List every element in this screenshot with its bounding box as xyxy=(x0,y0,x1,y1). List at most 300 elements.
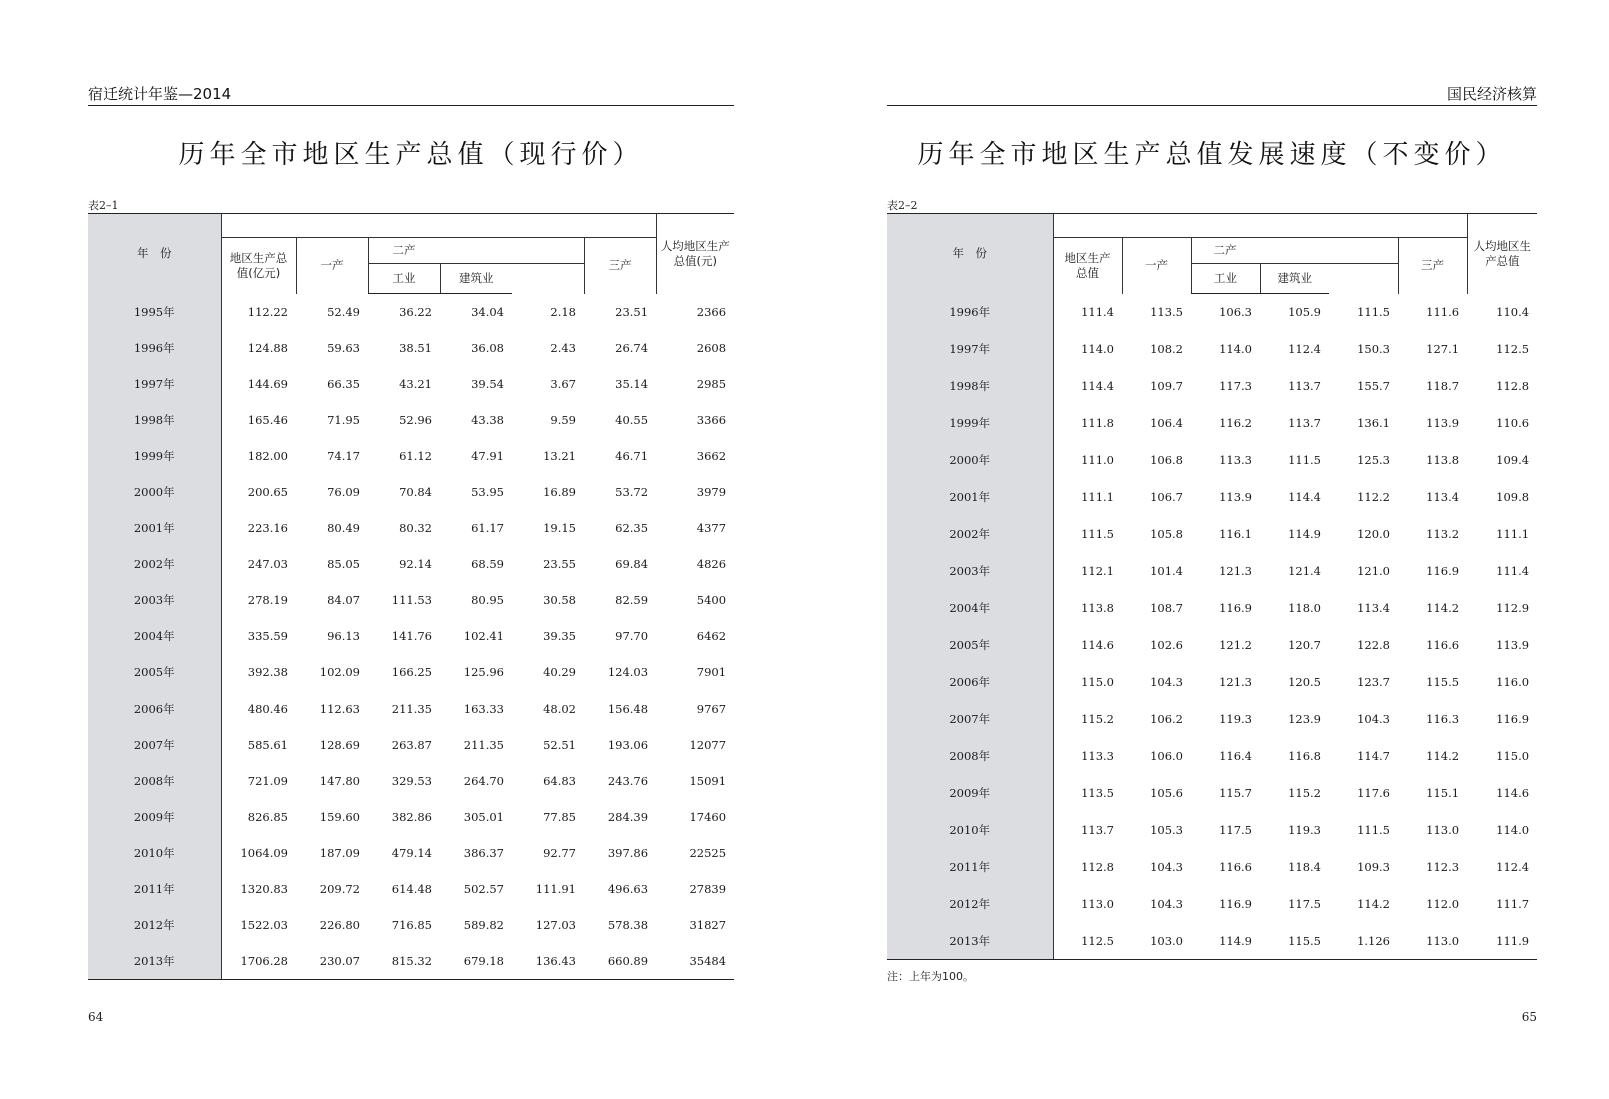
value-cell: 39.54 xyxy=(471,376,504,391)
table-row xyxy=(887,738,1537,775)
value-cell: 116.9 xyxy=(1219,897,1252,911)
value-cell: 150.3 xyxy=(1357,342,1390,356)
value-cell: 127.1 xyxy=(1426,342,1460,356)
value-cell: 193.06 xyxy=(607,737,649,752)
value-cell: 35484 xyxy=(656,943,734,979)
value-cell: 108.7 xyxy=(1150,601,1183,615)
year-cell: 2004年 xyxy=(88,618,221,654)
value-cell: 104.3 xyxy=(1150,860,1183,874)
value-cell: 112.1 xyxy=(1053,553,1122,590)
table-row xyxy=(88,907,734,943)
industry-header: 工业 xyxy=(368,264,440,294)
value-cell: 106.0 xyxy=(1150,749,1183,763)
year-cell: 2001年 xyxy=(887,479,1053,516)
value-cell: 116.9 xyxy=(1426,564,1460,578)
value-cell: 113.7 xyxy=(1053,812,1122,849)
year-cell: 1997年 xyxy=(887,331,1053,368)
value-cell: 112.8 xyxy=(1496,379,1530,393)
value-cell: 111.4 xyxy=(1496,564,1530,578)
value-cell: 226.80 xyxy=(319,918,360,933)
value-cell: 112.9 xyxy=(1496,601,1530,615)
value-cell: 1320.83 xyxy=(221,871,296,907)
per-capita-header: 人均地区生产总值 xyxy=(1467,214,1537,294)
value-cell: 182.00 xyxy=(221,438,296,474)
value-cell: 2.18 xyxy=(550,304,576,319)
value-cell: 53.95 xyxy=(471,485,504,500)
year-cell: 2009年 xyxy=(88,799,221,835)
value-cell: 52.51 xyxy=(543,737,576,752)
value-cell: 121.2 xyxy=(1219,638,1252,652)
value-cell: 22525 xyxy=(689,845,727,860)
value-cell: 105.8 xyxy=(1150,527,1183,541)
value-cell: 12077 xyxy=(689,737,727,752)
value-cell: 114.4 xyxy=(1053,368,1122,405)
value-cell: 104.3 xyxy=(1150,897,1183,911)
value-cell: 144.69 xyxy=(221,366,296,402)
table-row xyxy=(887,812,1537,849)
value-cell: 111.5 xyxy=(1357,823,1390,837)
table-row xyxy=(887,442,1537,479)
value-cell: 386.37 xyxy=(463,845,504,860)
primary-header: 一产 xyxy=(296,238,368,294)
growth-table xyxy=(887,213,1537,960)
value-cell: 120.7 xyxy=(1288,638,1321,652)
value-cell: 111.5 xyxy=(1053,516,1122,553)
value-cell: 111.8 xyxy=(1053,405,1122,442)
value-cell: 114.9 xyxy=(1191,923,1260,960)
table-row xyxy=(887,775,1537,812)
table-row xyxy=(88,546,734,582)
year-header: 年 份 xyxy=(88,214,221,294)
value-cell: 39.35 xyxy=(543,629,576,644)
value-cell: 104.3 xyxy=(1150,675,1183,689)
value-cell: 114.7 xyxy=(1357,749,1390,763)
value-cell: 19.15 xyxy=(543,521,576,536)
value-cell: 125.3 xyxy=(1357,453,1390,467)
value-cell: 108.2 xyxy=(1150,342,1183,356)
value-cell: 112.22 xyxy=(221,294,296,330)
table-row xyxy=(88,474,734,510)
value-cell: 68.59 xyxy=(471,557,504,572)
value-cell: 128.69 xyxy=(319,737,360,752)
value-cell: 114.4 xyxy=(1288,490,1321,504)
value-cell: 1706.28 xyxy=(221,943,296,979)
value-cell: 85.05 xyxy=(327,557,360,572)
value-cell: 112.4 xyxy=(1288,342,1321,356)
value-cell: 155.7 xyxy=(1357,379,1390,393)
value-cell: 121.4 xyxy=(1288,564,1321,578)
value-cell: 679.18 xyxy=(440,943,512,979)
value-cell: 92.14 xyxy=(399,557,432,572)
value-cell: 116.2 xyxy=(1219,416,1252,430)
value-cell: 397.86 xyxy=(607,845,649,860)
value-cell: 284.39 xyxy=(607,809,649,824)
table-row xyxy=(88,438,734,474)
value-cell: 329.53 xyxy=(391,773,432,788)
year-cell: 1999年 xyxy=(887,405,1053,442)
value-cell: 335.59 xyxy=(221,618,296,654)
value-cell: 247.03 xyxy=(221,546,296,582)
value-cell: 77.85 xyxy=(543,809,576,824)
table-row xyxy=(88,691,734,727)
year-cell: 2013年 xyxy=(88,943,221,979)
value-cell: 117.3 xyxy=(1219,379,1252,393)
year-cell: 1998年 xyxy=(887,368,1053,405)
value-cell: 264.70 xyxy=(463,773,504,788)
value-cell: 113.9 xyxy=(1496,638,1530,652)
value-cell: 114.0 xyxy=(1219,342,1252,356)
page-number-left: 64 xyxy=(88,1010,104,1024)
value-cell: 114.2 xyxy=(1426,749,1460,763)
value-cell: 118.0 xyxy=(1288,601,1321,615)
year-cell: 2010年 xyxy=(887,812,1053,849)
value-cell: 502.57 xyxy=(463,882,504,897)
table-row xyxy=(88,618,734,654)
primary-header: 一产 xyxy=(1122,238,1191,294)
value-cell: 104.3 xyxy=(1357,712,1390,726)
value-cell: 120.5 xyxy=(1288,675,1321,689)
table-row xyxy=(88,366,734,402)
value-cell: 585.61 xyxy=(221,727,296,763)
value-cell: 115.7 xyxy=(1219,786,1252,800)
value-cell: 113.5 xyxy=(1053,775,1122,812)
value-cell: 109.4 xyxy=(1496,453,1530,467)
value-cell: 1.126 xyxy=(1329,923,1398,960)
value-cell: 165.46 xyxy=(221,402,296,438)
value-cell: 40.55 xyxy=(615,412,649,427)
value-cell: 112.5 xyxy=(1496,342,1530,356)
value-cell: 113.2 xyxy=(1426,527,1460,541)
year-cell: 2005年 xyxy=(88,654,221,690)
table-row xyxy=(887,664,1537,701)
value-cell: 2.43 xyxy=(550,340,576,355)
value-cell: 113.4 xyxy=(1426,490,1460,504)
value-cell: 6462 xyxy=(696,629,727,644)
value-cell: 35.14 xyxy=(615,376,649,391)
value-cell: 111.1 xyxy=(1053,479,1122,516)
value-cell: 114.9 xyxy=(1288,527,1321,541)
header-rule-left xyxy=(88,105,734,106)
value-cell: 118.7 xyxy=(1426,379,1460,393)
year-cell: 2006年 xyxy=(887,664,1053,701)
table-row xyxy=(887,405,1537,442)
value-cell: 112.8 xyxy=(1053,849,1122,886)
value-cell: 76.09 xyxy=(327,485,360,500)
gdp-header: 地区生产总值 xyxy=(1053,238,1122,294)
value-cell: 115.1 xyxy=(1426,786,1460,800)
value-cell: 263.87 xyxy=(391,737,432,752)
value-cell: 114.2 xyxy=(1426,601,1460,615)
page-title-right: 历年全市地区生产总值发展速度（不变价） xyxy=(917,140,1507,170)
value-cell: 26.74 xyxy=(615,340,649,355)
value-cell: 815.32 xyxy=(368,943,440,979)
value-cell: 111.53 xyxy=(391,593,432,608)
value-cell: 113.9 xyxy=(1219,490,1252,504)
year-cell: 1998年 xyxy=(88,402,221,438)
value-cell: 97.70 xyxy=(615,629,649,644)
value-cell: 278.19 xyxy=(221,582,296,618)
value-cell: 66.35 xyxy=(327,376,360,391)
value-cell: 114.6 xyxy=(1496,786,1530,800)
value-cell: 721.09 xyxy=(221,763,296,799)
value-cell: 109.8 xyxy=(1496,490,1530,504)
value-cell: 382.86 xyxy=(391,809,432,824)
table-row xyxy=(887,553,1537,590)
value-cell: 200.65 xyxy=(221,474,296,510)
value-cell: 111.1 xyxy=(1496,527,1530,541)
value-cell: 115.2 xyxy=(1053,701,1122,738)
header-spacer xyxy=(1053,214,1467,238)
value-cell: 124.88 xyxy=(221,330,296,366)
value-cell: 147.80 xyxy=(319,773,360,788)
table-row xyxy=(88,654,734,690)
construction-header: 建筑业 xyxy=(440,264,512,294)
value-cell: 43.21 xyxy=(399,376,432,391)
table-row xyxy=(88,294,734,330)
table-row xyxy=(88,799,734,835)
value-cell: 115.2 xyxy=(1288,786,1321,800)
value-cell: 2608 xyxy=(696,340,727,355)
value-cell: 109.3 xyxy=(1357,860,1390,874)
value-cell: 123.9 xyxy=(1288,712,1321,726)
value-cell: 114.0 xyxy=(1496,823,1530,837)
table-row xyxy=(887,331,1537,368)
value-cell: 9767 xyxy=(696,701,727,716)
value-cell: 111.4 xyxy=(1053,294,1122,331)
value-cell: 116.0 xyxy=(1496,675,1530,689)
value-cell: 9.59 xyxy=(550,412,576,427)
value-cell: 159.60 xyxy=(319,809,360,824)
value-cell: 70.84 xyxy=(399,485,432,500)
year-cell: 2011年 xyxy=(887,849,1053,886)
year-cell: 2009年 xyxy=(887,775,1053,812)
value-cell: 74.17 xyxy=(327,448,360,463)
value-cell: 114.0 xyxy=(1053,331,1122,368)
value-cell: 116.6 xyxy=(1219,860,1252,874)
value-cell: 119.3 xyxy=(1219,712,1252,726)
value-cell: 716.85 xyxy=(391,918,432,933)
value-cell: 113.8 xyxy=(1053,590,1122,627)
value-cell: 120.0 xyxy=(1357,527,1390,541)
value-cell: 36.08 xyxy=(471,340,504,355)
value-cell: 105.3 xyxy=(1150,823,1183,837)
table-row xyxy=(887,627,1537,664)
value-cell: 111.9 xyxy=(1467,923,1537,960)
year-cell: 2011年 xyxy=(88,871,221,907)
value-cell: 61.12 xyxy=(399,448,432,463)
industry-header: 工业 xyxy=(1191,264,1260,294)
value-cell: 121.0 xyxy=(1357,564,1390,578)
year-cell: 2000年 xyxy=(887,442,1053,479)
year-cell: 2010年 xyxy=(88,835,221,871)
value-cell: 84.07 xyxy=(327,593,360,608)
value-cell: 141.76 xyxy=(391,629,432,644)
value-cell: 116.6 xyxy=(1426,638,1460,652)
value-cell: 166.25 xyxy=(391,665,432,680)
value-cell: 116.4 xyxy=(1219,749,1252,763)
value-cell: 103.0 xyxy=(1122,923,1191,960)
value-cell: 69.84 xyxy=(615,557,649,572)
value-cell: 102.09 xyxy=(319,665,360,680)
table-number-right: 表2–2 xyxy=(887,199,918,212)
value-cell: 34.04 xyxy=(471,304,504,319)
value-cell: 112.0 xyxy=(1426,897,1460,911)
value-cell: 105.9 xyxy=(1288,305,1321,320)
value-cell: 211.35 xyxy=(463,737,504,752)
value-cell: 118.4 xyxy=(1288,860,1321,874)
value-cell: 113.9 xyxy=(1426,416,1460,430)
value-cell: 113.7 xyxy=(1288,416,1321,430)
construction-header: 建筑业 xyxy=(1260,264,1329,294)
value-cell: 111.7 xyxy=(1496,897,1530,911)
year-cell: 2003年 xyxy=(887,553,1053,590)
year-header: 年 份 xyxy=(887,214,1053,294)
value-cell: 117.6 xyxy=(1357,786,1390,800)
secondary-header: 二产 xyxy=(1191,238,1398,264)
value-cell: 116.1 xyxy=(1219,527,1252,541)
year-cell: 1995年 xyxy=(88,294,221,330)
value-cell: 23.51 xyxy=(615,304,649,319)
value-cell: 163.33 xyxy=(463,701,504,716)
value-cell: 116.3 xyxy=(1426,712,1460,726)
gdp-table xyxy=(88,213,734,980)
year-cell: 2003年 xyxy=(88,582,221,618)
value-cell: 117.5 xyxy=(1219,823,1252,837)
value-cell: 111.0 xyxy=(1053,442,1122,479)
tertiary-header: 三产 xyxy=(584,238,656,294)
running-head-left: 宿迁统计年鉴—2014 xyxy=(88,85,232,103)
value-cell: 121.3 xyxy=(1219,564,1252,578)
value-cell: 114.2 xyxy=(1357,897,1390,911)
value-cell: 36.22 xyxy=(399,304,432,319)
year-cell: 2001年 xyxy=(88,510,221,546)
value-cell: 480.46 xyxy=(221,691,296,727)
value-cell: 123.7 xyxy=(1357,675,1390,689)
value-cell: 119.3 xyxy=(1288,823,1321,837)
value-cell: 496.63 xyxy=(607,882,649,897)
value-cell: 96.13 xyxy=(327,629,360,644)
value-cell: 3662 xyxy=(696,448,727,463)
value-cell: 47.91 xyxy=(471,448,504,463)
value-cell: 660.89 xyxy=(584,943,656,979)
value-cell: 62.35 xyxy=(615,521,649,536)
value-cell: 105.6 xyxy=(1150,786,1183,800)
value-cell: 61.17 xyxy=(471,521,504,536)
value-cell: 1522.03 xyxy=(221,907,296,943)
value-cell: 115.5 xyxy=(1426,675,1460,689)
value-cell: 115.5 xyxy=(1260,923,1329,960)
year-cell: 2007年 xyxy=(887,701,1053,738)
table-row xyxy=(88,510,734,546)
value-cell: 589.82 xyxy=(463,918,504,933)
table-row xyxy=(88,582,734,618)
value-cell: 230.07 xyxy=(296,943,368,979)
value-cell: 106.4 xyxy=(1150,416,1183,430)
value-cell: 111.6 xyxy=(1426,305,1460,319)
table-row xyxy=(887,479,1537,516)
table-row xyxy=(88,330,734,366)
value-cell: 80.95 xyxy=(471,593,504,608)
table-number-left: 表2–1 xyxy=(88,199,119,212)
value-cell: 116.8 xyxy=(1288,749,1321,763)
value-cell: 125.96 xyxy=(463,665,504,680)
table-row xyxy=(88,835,734,871)
table-row xyxy=(88,871,734,907)
value-cell: 122.8 xyxy=(1357,638,1390,652)
table-row xyxy=(88,943,734,979)
table-row xyxy=(887,849,1537,886)
year-cell: 2012年 xyxy=(88,907,221,943)
year-cell: 2008年 xyxy=(887,738,1053,775)
value-cell: 53.72 xyxy=(615,485,649,500)
table-row xyxy=(887,516,1537,553)
running-head-right: 国民经济核算 xyxy=(1446,85,1537,103)
year-cell: 1996年 xyxy=(88,330,221,366)
value-cell: 110.4 xyxy=(1496,305,1530,319)
year-cell: 2000年 xyxy=(88,474,221,510)
value-cell: 392.38 xyxy=(221,654,296,690)
value-cell: 64.83 xyxy=(543,773,576,788)
year-cell: 1996年 xyxy=(887,294,1053,331)
secondary-header: 二产 xyxy=(368,238,584,264)
value-cell: 113.8 xyxy=(1426,453,1460,467)
header-spacer xyxy=(221,214,656,238)
year-cell: 1999年 xyxy=(88,438,221,474)
value-cell: 2985 xyxy=(696,376,727,391)
value-cell: 82.59 xyxy=(615,593,649,608)
value-cell: 80.32 xyxy=(399,521,432,536)
value-cell: 113.0 xyxy=(1053,886,1122,923)
value-cell: 16.89 xyxy=(543,485,576,500)
value-cell: 106.7 xyxy=(1150,490,1183,504)
tertiary-header: 三产 xyxy=(1398,238,1467,294)
value-cell: 4826 xyxy=(696,557,727,572)
table-row xyxy=(887,368,1537,405)
value-cell: 23.55 xyxy=(543,557,576,572)
table-row xyxy=(88,402,734,438)
value-cell: 156.48 xyxy=(607,701,649,716)
year-cell: 2013年 xyxy=(887,923,1053,960)
right-page xyxy=(805,0,1609,1099)
year-cell: 2008年 xyxy=(88,763,221,799)
value-cell: 223.16 xyxy=(221,510,296,546)
value-cell: 52.49 xyxy=(327,304,360,319)
value-cell: 40.29 xyxy=(543,665,576,680)
value-cell: 46.71 xyxy=(615,448,649,463)
value-cell: 116.9 xyxy=(1219,601,1252,615)
value-cell: 136.1 xyxy=(1357,416,1390,430)
value-cell: 102.6 xyxy=(1150,638,1183,652)
value-cell: 136.43 xyxy=(512,943,584,979)
table-row xyxy=(887,701,1537,738)
table-row xyxy=(887,886,1537,923)
value-cell: 113.3 xyxy=(1053,738,1122,775)
value-cell: 17460 xyxy=(689,809,727,824)
value-cell: 71.95 xyxy=(327,412,360,427)
value-cell: 101.4 xyxy=(1150,564,1183,578)
value-cell: 106.8 xyxy=(1150,453,1183,467)
year-cell: 2002年 xyxy=(88,546,221,582)
value-cell: 92.77 xyxy=(543,845,576,860)
value-cell: 7901 xyxy=(696,665,727,680)
value-cell: 38.51 xyxy=(399,340,432,355)
value-cell: 115.0 xyxy=(1053,664,1122,701)
value-cell: 113.7 xyxy=(1288,379,1321,393)
value-cell: 31827 xyxy=(689,918,727,933)
value-cell: 3979 xyxy=(696,485,727,500)
value-cell: 479.14 xyxy=(391,845,432,860)
value-cell: 111.5 xyxy=(1357,305,1390,319)
